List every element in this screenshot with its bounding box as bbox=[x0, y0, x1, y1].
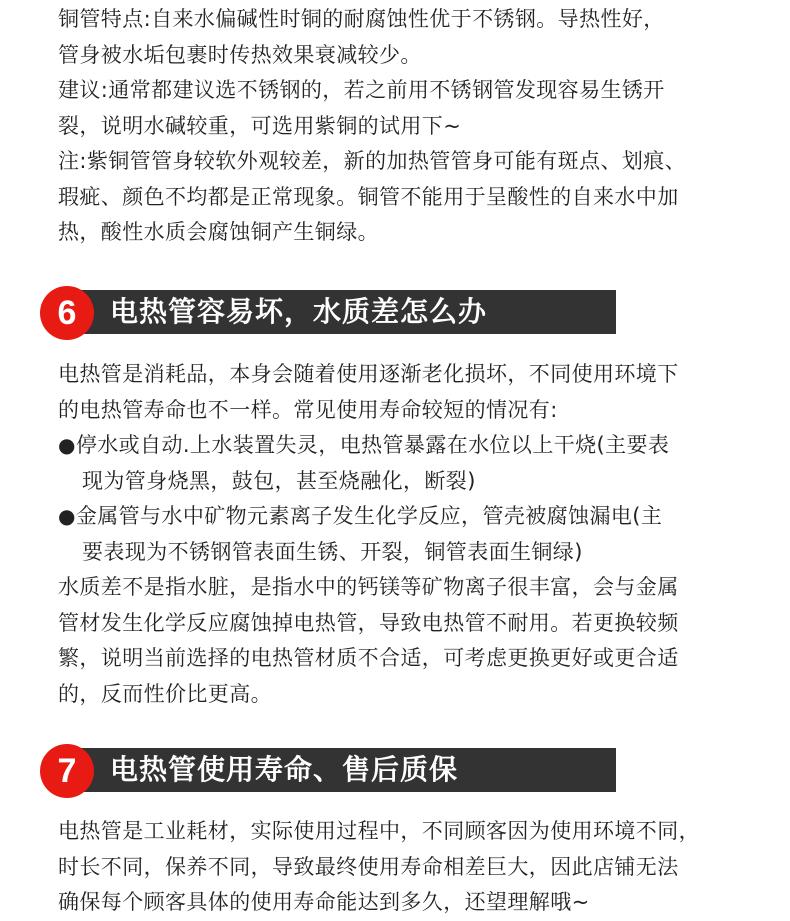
section-7-title: 电热管使用寿命、售后质保 bbox=[110, 753, 459, 786]
bullet-continuation: 现为管身烧黑，鼓包，甚至烧融化，断裂) bbox=[82, 468, 476, 493]
intro-line: 管身被水垢包裹时传热效果衰减较少。 bbox=[58, 42, 422, 67]
intro-line: 瑕疵、颜色不均都是正常现象。铜管不能用于呈酸性的自来水中加 bbox=[58, 184, 679, 209]
body-line: 繁，说明当前选择的电热管材质不合适，可考虑更换更好或更合适 bbox=[58, 646, 679, 670]
intro-line: 裂，说明水碱较重，可选用紫铜的试用下~ bbox=[58, 113, 462, 138]
body-line: 电热管是消耗品，本身会随着使用逐渐老化损坏，不同使用环境下 bbox=[58, 362, 679, 386]
intro-line: 建议:通常都建议选不锈钢的，若之前用不锈钢管发现容易生锈开 bbox=[58, 78, 665, 102]
body-line: 电热管是工业耗材，实际使用过程中，不同顾客因为使用环境不同， bbox=[58, 819, 700, 843]
section-6-number-badge: 6 bbox=[40, 286, 94, 340]
bullet-item bbox=[58, 428, 760, 464]
body-line: 的电热管寿命也不一样。常见使用寿命较短的情况有: bbox=[58, 397, 558, 422]
section-7-number-badge: 7 bbox=[40, 744, 94, 798]
bullet-text: 停水或自动.上水装置失灵，电热管暴露在水位以上干烧(主要表 bbox=[75, 433, 670, 457]
body-line: 管材发生化学反应腐蚀掉电热管，导致电热管不耐用。若更换较频 bbox=[58, 610, 679, 635]
intro-line: 热，酸性水质会腐蚀铜产生铜绿。 bbox=[58, 220, 379, 244]
intro-line: 注:紫铜管管身较软外观较差，新的加热管管身可能有斑点、划痕、 bbox=[58, 149, 687, 173]
bullet-icon: ● bbox=[58, 504, 76, 528]
body-line: 时长不同，保养不同，导致最终使用寿命相差巨大，因此店铺无法 bbox=[58, 854, 679, 879]
body-line: 的，反而性价比更高。 bbox=[58, 681, 272, 706]
body-line: 水质差不是指水脏，是指水中的钙镁等矿物离子很丰富，会与金属 bbox=[58, 575, 679, 599]
intro-text bbox=[58, 2, 760, 251]
bullet-text: 金属管与水中矿物元素离子发生化学反应，管壳被腐蚀漏电(主 bbox=[75, 504, 663, 528]
bullet-icon: ● bbox=[58, 433, 76, 457]
section-6-body bbox=[58, 357, 760, 712]
intro-line: 铜管特点:自来水偏碱性时铜的耐腐蚀性优于不锈钢。导热性好， bbox=[58, 7, 665, 31]
bullet-item bbox=[58, 499, 760, 535]
section-6-title: 电热管容易坏，水质差怎么办 bbox=[110, 295, 488, 328]
section-7-body bbox=[58, 814, 760, 921]
bullet-continuation: 要表现为不锈钢管表面生锈、开裂，铜管表面生铜绿) bbox=[82, 539, 583, 564]
body-line: 确保每个顾客具体的使用寿命能达到多久，还望理解哦~ bbox=[58, 890, 590, 914]
